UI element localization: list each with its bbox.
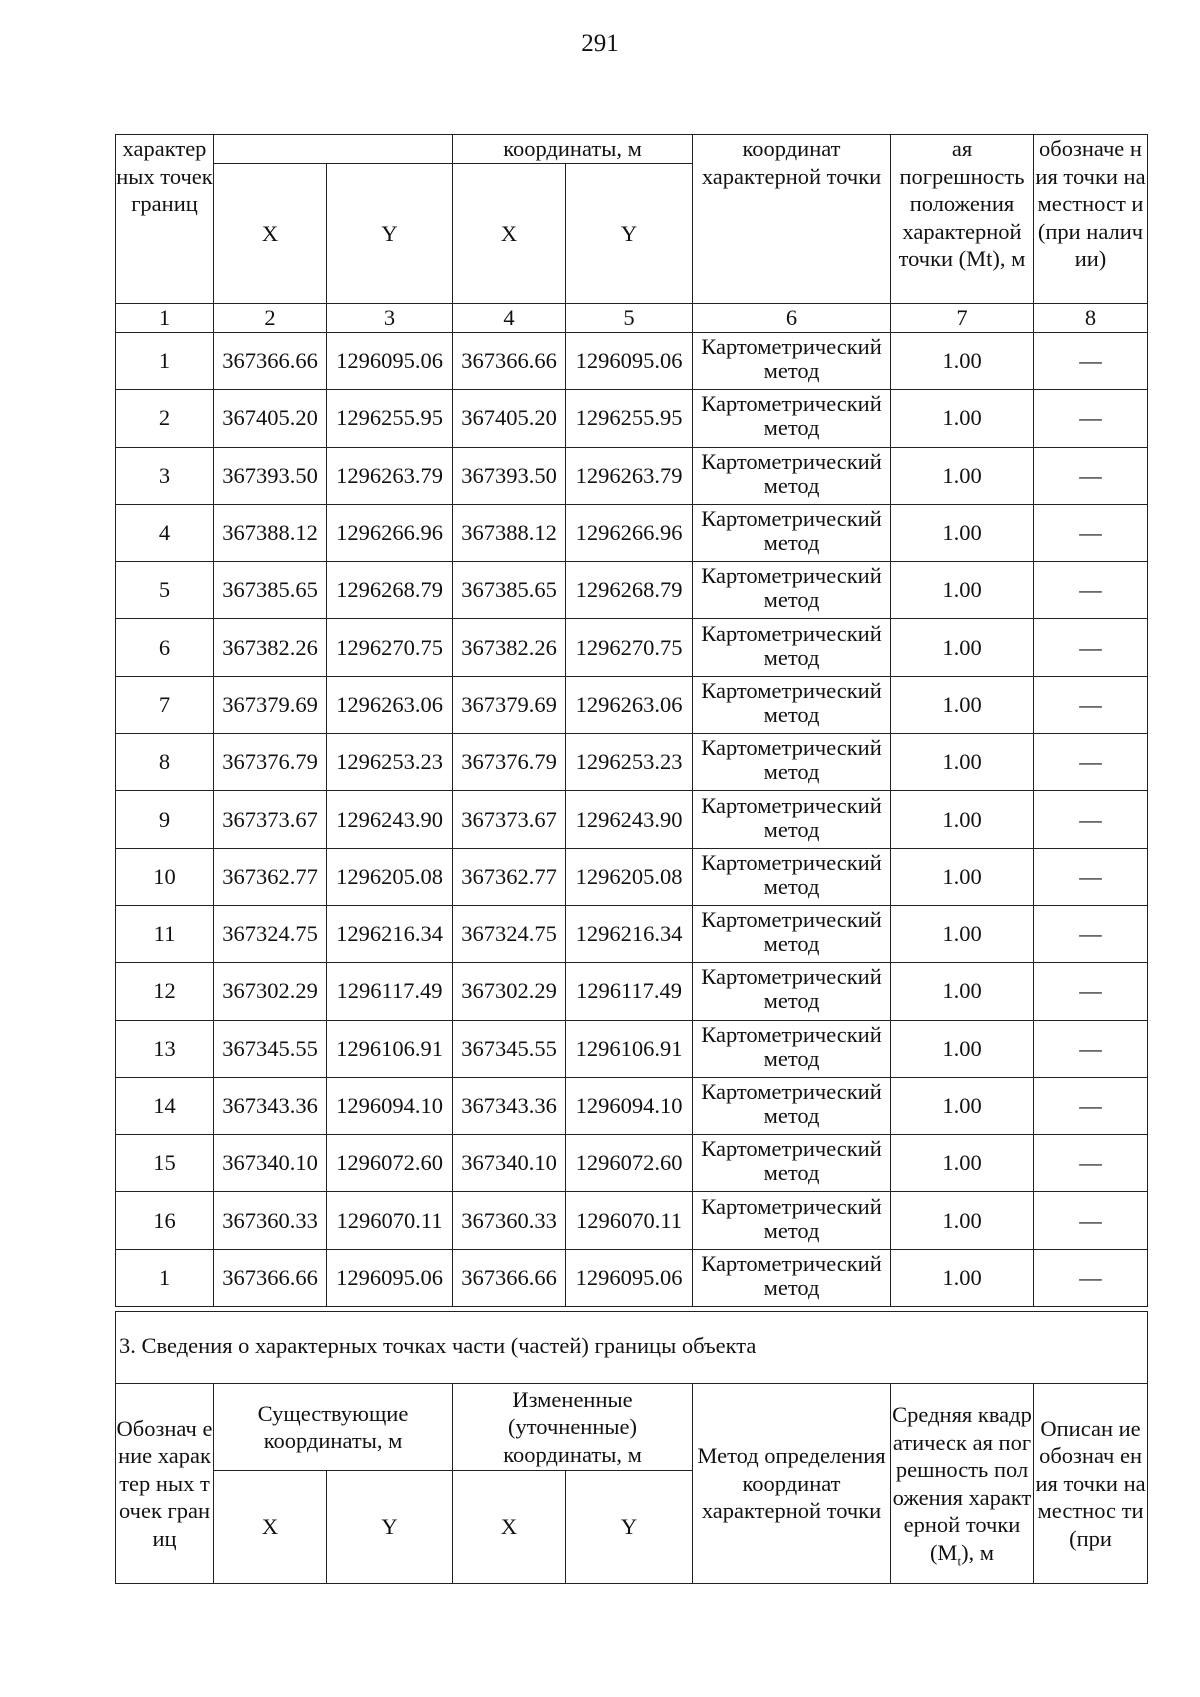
cell-x-changed: 367382.26 [453,619,566,676]
cell-y-existing: 1296263.06 [327,676,453,733]
column-numbers-row [116,304,1148,333]
cell-x-changed: 367379.69 [453,676,566,733]
cell-y-changed: 1296255.95 [566,390,693,447]
header-x-changed: X [453,164,566,304]
header2-changed-coordinates: Измененные (уточненные) координаты, м [453,1384,693,1471]
method-line-1: Картометрический [701,907,882,933]
table-row [116,390,1148,447]
cell-point-number: 8 [116,734,214,791]
table-row [116,848,1148,905]
cell-x-existing: 367366.66 [214,1249,327,1306]
cell-x-changed: 367405.20 [453,390,566,447]
cell-method [693,1077,891,1134]
column-number: 4 [453,304,566,333]
cell-x-existing: 367302.29 [214,963,327,1020]
column-number: 8 [1034,304,1148,333]
cell-description: — [1034,1077,1148,1134]
cell-method [693,447,891,504]
cell-point-number: 12 [116,963,214,1020]
header-y-existing: Y [327,164,453,304]
cell-y-existing: 1296070.11 [327,1192,453,1249]
cell-y-changed: 1296094.10 [566,1077,693,1134]
method-line-1: Картометрический [701,792,882,818]
cell-x-existing: 367366.66 [214,333,327,390]
table-row [116,734,1148,791]
cell-accuracy: 1.00 [891,390,1034,447]
table-row [116,504,1148,561]
cell-description: — [1034,390,1148,447]
table-row [116,562,1148,619]
cell-x-existing: 367360.33 [214,1192,327,1249]
method-line-1: Картометрический [701,563,882,589]
cell-y-existing: 1296094.10 [327,1077,453,1134]
cell-x-changed: 367393.50 [453,447,566,504]
header2-y-existing: Y [327,1471,453,1584]
table-row [116,1020,1148,1077]
cell-point-number: 7 [116,676,214,733]
cell-accuracy: 1.00 [891,1077,1034,1134]
method-line-2: метод [763,759,820,785]
header2-existing-coordinates: Существующие координаты, м [214,1384,453,1471]
cell-point-number: 6 [116,619,214,676]
method-line-1: Картометрический [701,1250,882,1276]
cell-y-changed: 1296263.79 [566,447,693,504]
table-row [116,791,1148,848]
cell-point-number: 1 [116,333,214,390]
cell-accuracy: 1.00 [891,1020,1034,1077]
cell-description: — [1034,734,1148,791]
cell-x-changed: 367340.10 [453,1135,566,1192]
cell-point-number: 9 [116,791,214,848]
header2-description: Описан ие обознач ения точки на местнос ти (при [1034,1384,1148,1584]
cell-x-changed: 367388.12 [453,504,566,561]
cell-accuracy: 1.00 [891,1135,1034,1192]
cell-accuracy: 1.00 [891,333,1034,390]
header2-point-designation: Обознач ение характер ных точек границ [116,1384,214,1584]
cell-description: — [1034,1135,1148,1192]
cell-x-changed: 367302.29 [453,963,566,1020]
method-line-1: Картометрический [701,849,882,875]
column-number: 7 [891,304,1034,333]
cell-method [693,562,891,619]
table-row [116,963,1148,1020]
cell-point-number: 15 [116,1135,214,1192]
method-line-1: Картометрический [701,1136,882,1162]
method-line-1: Картометрический [701,735,882,761]
cell-accuracy: 1.00 [891,504,1034,561]
header-x-existing: X [214,164,327,304]
method-line-2: метод [763,701,820,727]
method-line-1: Картометрический [701,1021,882,1047]
cell-description: — [1034,791,1148,848]
method-line-2: метод [763,931,820,957]
cell-y-existing: 1296243.90 [327,791,453,848]
header-description: обозначе ния точки на местност и (при наличии) [1034,135,1148,304]
cell-method [693,905,891,962]
cell-description: — [1034,562,1148,619]
cell-description: — [1034,1192,1148,1249]
cell-description: — [1034,1249,1148,1306]
cell-point-number: 5 [116,562,214,619]
cell-x-existing: 367376.79 [214,734,327,791]
cell-x-changed: 367376.79 [453,734,566,791]
cell-method [693,848,891,905]
table-row [116,1135,1148,1192]
cell-y-changed: 1296095.06 [566,333,693,390]
cell-y-existing: 1296205.08 [327,848,453,905]
cell-method [693,504,891,561]
cell-method [693,1020,891,1077]
cell-point-number: 1 [116,1249,214,1306]
cell-description: — [1034,447,1148,504]
cell-description: — [1034,333,1148,390]
cell-point-number: 11 [116,905,214,962]
cell-accuracy: 1.00 [891,1249,1034,1306]
method-line-2: метод [763,988,820,1014]
method-line-2: метод [763,1103,820,1128]
cell-y-changed: 1296263.06 [566,676,693,733]
cell-x-changed: 367366.66 [453,1249,566,1306]
method-line-2: метод [763,415,820,441]
cell-point-number: 16 [116,1192,214,1249]
table-row [116,1077,1148,1134]
method-line-2: метод [763,1160,820,1186]
table-row [116,619,1148,676]
cell-x-existing: 367385.65 [214,562,327,619]
column-number: 6 [693,304,891,333]
method-line-1: Картометрический [701,506,882,532]
column-number: 1 [116,304,214,333]
cell-y-changed: 1296205.08 [566,848,693,905]
cell-x-changed: 367324.75 [453,905,566,962]
cell-description: — [1034,905,1148,962]
table-row [116,447,1148,504]
cell-accuracy: 1.00 [891,848,1034,905]
cell-y-changed: 1296070.11 [566,1192,693,1249]
page-number: 291 [581,30,619,57]
cell-method [693,390,891,447]
table-row [116,1192,1148,1249]
cell-accuracy: 1.00 [891,1192,1034,1249]
method-line-1: Картометрический [701,677,882,703]
header2-method: Метод определения координат характерной точки [693,1384,891,1584]
coordinates-table [115,134,1148,1307]
cell-y-existing: 1296095.06 [327,333,453,390]
method-line-1: Картометрический [701,1079,882,1104]
cell-description: — [1034,619,1148,676]
method-line-2: метод [763,1217,820,1243]
cell-y-existing: 1296072.60 [327,1135,453,1192]
cell-method [693,619,891,676]
cell-y-changed: 1296243.90 [566,791,693,848]
cell-x-changed: 367373.67 [453,791,566,848]
cell-accuracy: 1.00 [891,791,1034,848]
method-line-2: метод [763,587,820,613]
cell-accuracy: 1.00 [891,447,1034,504]
cell-point-number: 4 [116,504,214,561]
coordinates-table-body [116,333,1148,1307]
cell-point-number: 14 [116,1077,214,1134]
cell-x-existing: 367324.75 [214,905,327,962]
cell-x-changed: 367360.33 [453,1192,566,1249]
cell-y-changed: 1296072.60 [566,1135,693,1192]
header-point-number: характер ных точек границ [116,135,214,304]
header-method: координат характерной точки [693,135,891,304]
cell-y-changed: 1296216.34 [566,905,693,962]
cell-accuracy: 1.00 [891,734,1034,791]
cell-y-changed: 1296253.23 [566,734,693,791]
cell-y-existing: 1296263.79 [327,447,453,504]
cell-method [693,791,891,848]
header2-x-existing: X [214,1471,327,1584]
cell-method [693,963,891,1020]
method-line-2: метод [763,644,820,670]
cell-y-existing: 1296095.06 [327,1249,453,1306]
cell-description: — [1034,848,1148,905]
method-line-2: метод [763,1045,820,1071]
method-line-1: Картометрический [701,448,882,474]
cell-method [693,1249,891,1306]
cell-point-number: 2 [116,390,214,447]
table-row [116,905,1148,962]
cell-x-changed: 367343.36 [453,1077,566,1134]
header-coordinates: координаты, м [453,135,693,164]
method-line-1: Картометрический [701,391,882,417]
cell-description: — [1034,1020,1148,1077]
cell-x-existing: 367405.20 [214,390,327,447]
cell-y-existing: 1296253.23 [327,734,453,791]
cell-x-existing: 367343.36 [214,1077,327,1134]
method-line-1: Картометрический [701,964,882,990]
cell-accuracy: 1.00 [891,963,1034,1020]
header-blank [214,135,453,164]
cell-point-number: 13 [116,1020,214,1077]
method-line-2: метод [763,1274,820,1300]
header-accuracy: ая погрешность положения характерной точки (Mt), м [891,135,1034,304]
header-y-changed: Y [566,164,693,304]
cell-y-changed: 1296266.96 [566,504,693,561]
cell-y-existing: 1296106.91 [327,1020,453,1077]
cell-method [693,676,891,733]
method-line-2: метод [763,530,820,556]
cell-x-existing: 367362.77 [214,848,327,905]
cell-x-existing: 367382.26 [214,619,327,676]
cell-x-existing: 367373.67 [214,791,327,848]
cell-method [693,1192,891,1249]
cell-description: — [1034,963,1148,1020]
cell-method [693,1135,891,1192]
cell-x-existing: 367340.10 [214,1135,327,1192]
cell-x-existing: 367345.55 [214,1020,327,1077]
part-boundary-table [115,1311,1148,1584]
cell-accuracy: 1.00 [891,676,1034,733]
cell-accuracy: 1.00 [891,905,1034,962]
cell-x-changed: 367345.55 [453,1020,566,1077]
column-number: 2 [214,304,327,333]
cell-x-changed: 367366.66 [453,333,566,390]
header2-accuracy: Средняя квадратическ ая погрешность положения характерной точки $(M_t)$, м [891,1384,1034,1584]
cell-y-existing: 1296255.95 [327,390,453,447]
cell-x-changed: 367385.65 [453,562,566,619]
cell-y-changed: 1296117.49 [566,963,693,1020]
header2-x-changed: X [453,1471,566,1584]
cell-x-existing: 367393.50 [214,447,327,504]
cell-y-changed: 1296268.79 [566,562,693,619]
method-line-2: метод [763,358,820,384]
method-line-1: Картометрический [701,1193,882,1219]
cell-description: — [1034,676,1148,733]
method-line-1: Картометрический [701,334,882,360]
cell-x-changed: 367362.77 [453,848,566,905]
cell-x-existing: 367388.12 [214,504,327,561]
cell-y-changed: 1296106.91 [566,1020,693,1077]
column-number: 3 [327,304,453,333]
cell-method [693,734,891,791]
cell-y-changed: 1296270.75 [566,619,693,676]
cell-y-existing: 1296270.75 [327,619,453,676]
cell-point-number: 3 [116,447,214,504]
section-caption: 3. Сведения о характерных точках части (частей) границы объекта [116,1312,1148,1384]
column-number: 5 [566,304,693,333]
table-row [116,676,1148,733]
cell-y-existing: 1296216.34 [327,905,453,962]
method-line-2: метод [763,873,820,899]
cell-point-number: 10 [116,848,214,905]
header2-y-changed: Y [566,1471,693,1584]
cell-accuracy: 1.00 [891,562,1034,619]
cell-y-existing: 1296268.79 [327,562,453,619]
cell-y-existing: 1296117.49 [327,963,453,1020]
method-line-2: метод [763,816,820,842]
table-row [116,1249,1148,1306]
cell-y-changed: 1296095.06 [566,1249,693,1306]
cell-x-existing: 367379.69 [214,676,327,733]
method-line-1: Картометрический [701,620,882,646]
table-row [116,333,1148,390]
cell-accuracy: 1.00 [891,619,1034,676]
cell-method [693,333,891,390]
cell-description: — [1034,504,1148,561]
cell-y-existing: 1296266.96 [327,504,453,561]
method-line-2: метод [763,472,820,498]
